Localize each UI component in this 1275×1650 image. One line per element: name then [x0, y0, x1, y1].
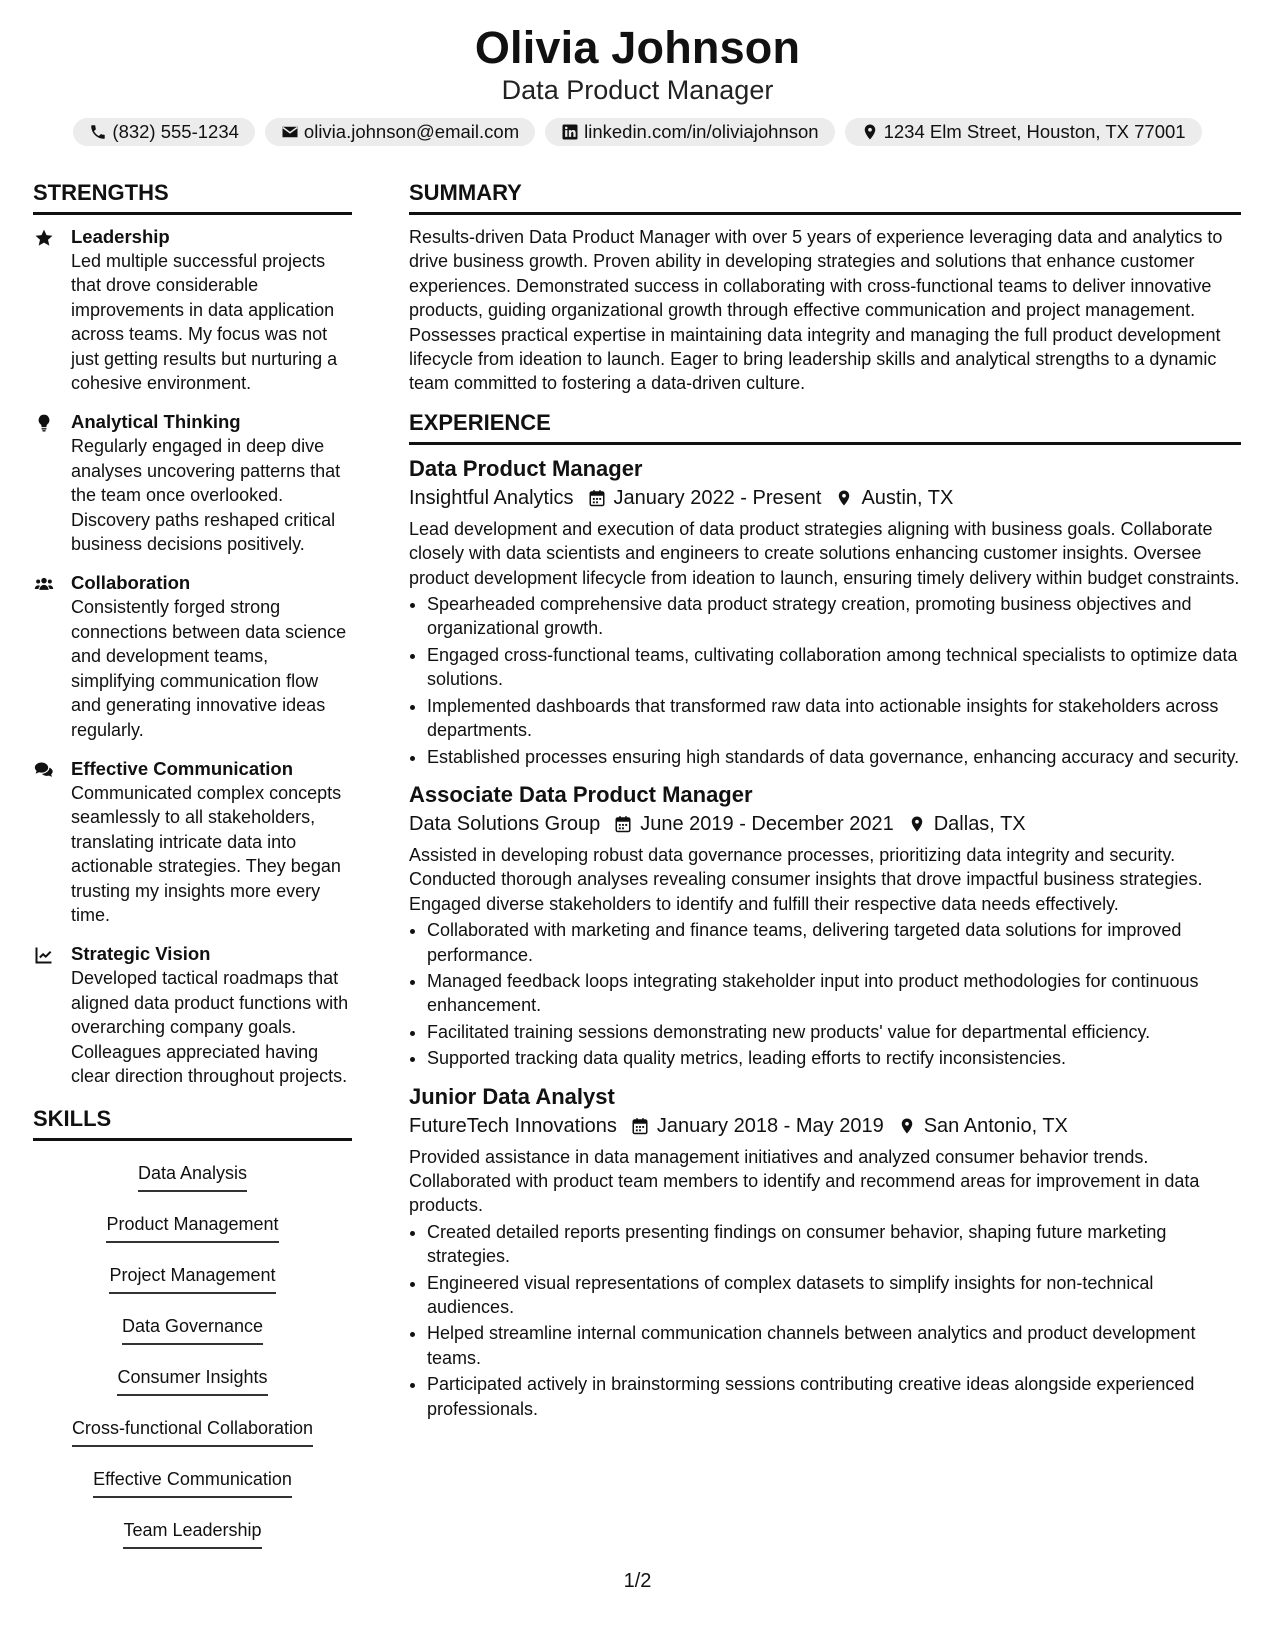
strength-description: Developed tactical roadmaps that aligned data product functions with overarching company goals. Colleagues appreciated having clear direction throughout projects. [71, 968, 349, 1086]
job-bullet: • Managed feedback loops integrating stakeholder input into product methodologies for continuous enhancement. [427, 969, 1241, 1018]
address-text: 1234 Elm Street, Houston, TX 77001 [883, 121, 1186, 142]
calendar-icon [588, 488, 606, 508]
company-name: Data Solutions Group [409, 812, 601, 835]
contact-bar [0, 118, 1275, 146]
job-description: Lead development and execution of data product strategies aligning with business goals. Collaborate closely with data scientists and engineers to create solutions enhancing customer insights. Oversee product development lifecycle from ideation to launch, ensuring timely delivery within budget constraints. [409, 518, 1240, 588]
skill-tag: Project Management [109, 1263, 275, 1294]
strength-item [33, 410, 352, 556]
users-icon [33, 571, 71, 741]
location-pin-icon [835, 488, 853, 508]
summary-text: Results-driven Data Product Manager with over 5 years of experience leveraging data and analytics to drive business growth. Proven ability in developing strategies and solutions that enhance customer experiences. Demonstrated success in collaborating with cross-functional teams to deliver innovative products, guiding organizational growth through effective communication and project management. Possesses practical expertise in maintaining data integrity and managing the full product development lifecycle from ideation to launch. Eager to bring leadership skills and analytical strengths to a dynamic team committed to fostering a data-driven culture. [409, 227, 1223, 394]
location-pin-icon [898, 1116, 916, 1136]
candidate-name: Olivia Johnson [474, 22, 801, 73]
job-meta [409, 1111, 1241, 1141]
job-title: Associate Data Product Manager [409, 781, 753, 807]
experience-entry [409, 1083, 1241, 1421]
phone-icon [89, 123, 107, 141]
page-number: 1/2 [623, 1570, 652, 1592]
strength-item [33, 225, 352, 395]
strength-title: Effective Communication [71, 757, 294, 779]
strength-description: Led multiple successful projects that drove considerable improvements in data application across teams. My focus was not just getting results but nurturing a cohesive environment. [71, 251, 338, 394]
job-bullets [409, 1220, 1241, 1421]
skill-tag: Data Analysis [138, 1161, 247, 1192]
contact-email[interactable] [265, 118, 535, 146]
phone-text: (832) 555-1234 [112, 121, 239, 142]
star-icon [33, 225, 71, 395]
job-location: San Antonio, TX [923, 1114, 1068, 1137]
job-bullet: • Implemented dashboards that transformed raw data into actionable insights for stakeholders across departments. [427, 694, 1241, 743]
job-meta [409, 483, 1241, 513]
job-dates: January 2018 - May 2019 [656, 1114, 884, 1137]
strength-title: Collaboration [71, 572, 191, 594]
job-title: Junior Data Analyst [409, 1083, 615, 1109]
job-bullets [409, 592, 1241, 769]
calendar-icon [631, 1116, 649, 1136]
location-pin-icon [908, 814, 926, 834]
strength-title: Strategic Vision [71, 943, 211, 965]
job-bullet: • Helped streamline internal communication channels between analytics and product development teams. [427, 1321, 1241, 1370]
location-pin-icon [861, 123, 879, 141]
job-description: Assisted in developing robust data governance processes, prioritizing data integrity and security. Conducted thorough analyses revealing consumer insights that drove impactful business strategies. Engaged diverse stakeholders to identify and fulfill their respective data needs effectively. [409, 844, 1203, 914]
job-location: Dallas, TX [933, 812, 1026, 835]
strength-item [33, 942, 352, 1088]
skill-tag: Effective Communication [93, 1467, 292, 1498]
job-location: Austin, TX [861, 486, 954, 509]
candidate-title: Data Product Manager [501, 75, 774, 105]
job-bullet: • Facilitated training sessions demonstrating new products' value for departmental efficiency. [427, 1020, 1241, 1044]
linkedin-icon [561, 123, 579, 141]
job-bullet: • Engineered visual representations of complex datasets to simplify insights for non-technical audiences. [427, 1271, 1241, 1320]
linkedin-text: linkedin.com/in/oliviajohnson [584, 121, 819, 142]
lightbulb-icon [33, 410, 71, 556]
left-column [33, 180, 352, 1559]
skills-list [33, 1151, 352, 1559]
job-bullets [409, 918, 1241, 1070]
job-meta [409, 809, 1241, 839]
skills-heading: SKILLS [33, 1106, 352, 1141]
skill-tag: Data Governance [122, 1314, 263, 1345]
email-text: olivia.johnson@email.com [303, 121, 520, 142]
strength-item [33, 757, 352, 927]
job-description: Provided assistance in data management initiatives and analyzed consumer behavior trends. Collaborated with product team members to identify and recommend areas for improvement in data products. [409, 1146, 1200, 1216]
company-name: FutureTech Innovations [409, 1114, 617, 1137]
envelope-icon [281, 123, 299, 141]
strength-item [33, 571, 352, 741]
chart-line-icon [33, 942, 71, 1088]
job-bullet: • Participated actively in brainstorming sessions contributing creative ideas alongside experienced professionals. [427, 1372, 1241, 1421]
strength-description: Communicated complex concepts seamlessly to all stakeholders, translating intricate data into actionable strategies. They began trusting my insights more every time. [71, 782, 342, 925]
job-dates: January 2022 - Present [613, 486, 822, 509]
strength-description: Regularly engaged in deep dive analyses uncovering patterns that the team once overlooked. Discovery paths reshaped critical business decisions positively. [71, 436, 341, 555]
experience-heading: EXPERIENCE [409, 410, 1241, 445]
comments-icon [33, 757, 71, 927]
experience-entry [409, 781, 1241, 1071]
job-bullet: • Collaborated with marketing and finance teams, delivering targeted data solutions for improved performance. [427, 918, 1241, 967]
skill-tag: Consumer Insights [117, 1365, 267, 1396]
strengths-heading: STRENGTHS [33, 180, 352, 215]
skill-tag: Team Leadership [123, 1518, 261, 1549]
strength-title: Analytical Thinking [71, 411, 241, 433]
job-bullet: • Established processes ensuring high standards of data governance, enhancing accuracy and security. [427, 745, 1241, 769]
contact-phone[interactable] [73, 118, 255, 146]
calendar-icon [614, 814, 632, 834]
job-dates: June 2019 - December 2021 [640, 812, 894, 835]
job-bullet: • Engaged cross-functional teams, cultivating collaboration among technical specialists to optimize data solutions. [427, 643, 1241, 692]
resume-header [0, 0, 1275, 146]
experience-entry [409, 455, 1241, 769]
strength-description: Consistently forged strong connections between data science and development teams, simplifying communication flow and generating innovative ideas regularly. [71, 597, 347, 740]
summary-heading: SUMMARY [409, 180, 1241, 215]
job-bullet: • Supported tracking data quality metrics, leading efforts to rectify inconsistencies. [427, 1046, 1241, 1070]
job-bullet: • Spearheaded comprehensive data product strategy creation, promoting business objectives and organizational growth. [427, 592, 1241, 641]
skill-tag: Product Management [106, 1212, 278, 1243]
right-column [409, 180, 1241, 1433]
contact-linkedin[interactable] [545, 118, 834, 146]
strength-title: Leadership [71, 226, 170, 247]
company-name: Insightful Analytics [409, 486, 574, 509]
skill-tag: Cross-functional Collaboration [72, 1416, 313, 1447]
job-title: Data Product Manager [409, 455, 643, 481]
job-bullet: • Created detailed reports presenting findings on consumer behavior, shaping future marketing strategies. [427, 1220, 1241, 1269]
contact-address[interactable] [845, 118, 1202, 146]
